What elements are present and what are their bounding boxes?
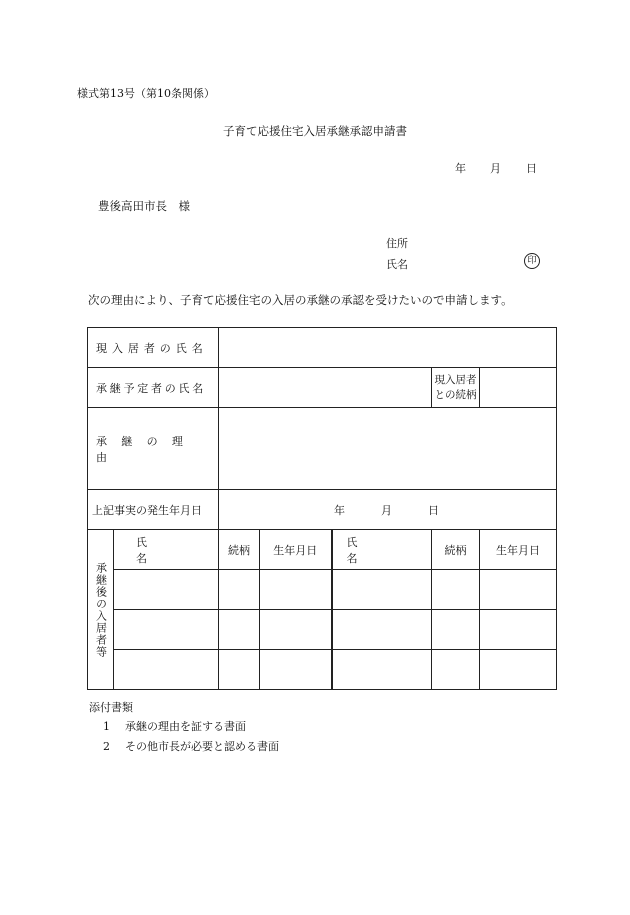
resident-name-cell[interactable] (332, 650, 432, 690)
applicant-name-label: 氏名 (386, 258, 408, 271)
document-title: 子育て応援住宅入居承継承認申請書 (223, 124, 407, 138)
col-name-header: 氏名 (114, 530, 219, 570)
relation-to-current-field[interactable] (480, 368, 557, 408)
intro-text: 次の理由により、子育て応援住宅の入居の承継の承認を受けたいので申請します。 (88, 293, 513, 307)
resident-birthdate-cell[interactable] (480, 650, 557, 690)
attachment-number: 1 (103, 720, 110, 733)
col-birthdate-header-2: 生年月日 (480, 530, 557, 570)
col-name-header-2: 氏名 (332, 530, 432, 570)
current-resident-name-field[interactable] (219, 328, 557, 368)
resident-name-cell[interactable] (114, 650, 219, 690)
date-year: 年 (455, 162, 466, 175)
attachment-item (103, 718, 246, 734)
applicant-address-label: 住所 (386, 237, 408, 250)
col-relation-header: 続柄 (219, 530, 260, 570)
event-date-label: 上記事実の発生年月日 (88, 490, 219, 530)
col-relation-header-2: 続柄 (432, 530, 480, 570)
resident-birthdate-cell[interactable] (260, 610, 332, 650)
addressee: 豊後高田市長 様 (98, 199, 190, 213)
attachment-text: その他市長が必要と認める書面 (125, 740, 279, 753)
reason-label: 承継の理由 (88, 408, 219, 490)
resident-row (88, 610, 557, 650)
resident-relation-cell[interactable] (219, 650, 260, 690)
resident-name-cell[interactable] (114, 570, 219, 610)
attachment-number: 2 (103, 740, 110, 753)
resident-row (88, 570, 557, 610)
reason-field[interactable] (219, 408, 557, 490)
form-number: 様式第13号（第10条関係） (77, 87, 215, 100)
residents-after-label: 承継後の入居者等 (88, 530, 114, 690)
resident-relation-cell[interactable] (432, 650, 480, 690)
attachment-item (103, 738, 279, 754)
resident-name-cell[interactable] (332, 610, 432, 650)
resident-name-cell[interactable] (332, 570, 432, 610)
current-resident-name-label: 現入居者の氏名 (88, 328, 219, 368)
resident-birthdate-cell[interactable] (480, 610, 557, 650)
resident-relation-cell[interactable] (219, 610, 260, 650)
application-table (87, 327, 557, 690)
resident-row (88, 650, 557, 690)
resident-birthdate-cell[interactable] (260, 650, 332, 690)
resident-birthdate-cell[interactable] (260, 570, 332, 610)
resident-relation-cell[interactable] (219, 570, 260, 610)
resident-name-cell[interactable] (114, 610, 219, 650)
date-month: 月 (490, 162, 501, 175)
application-date (455, 160, 537, 176)
event-date-year: 年 (334, 503, 345, 517)
event-date-day: 日 (428, 503, 439, 517)
resident-relation-cell[interactable] (432, 610, 480, 650)
event-date-field[interactable] (219, 490, 557, 530)
date-day: 日 (526, 162, 537, 175)
event-date-month: 月 (381, 503, 392, 517)
resident-relation-cell[interactable] (432, 570, 480, 610)
successor-name-field[interactable] (219, 368, 432, 408)
resident-birthdate-cell[interactable] (480, 570, 557, 610)
successor-name-label: 承継予定者の氏名 (88, 368, 219, 408)
seal-mark: 印 (524, 253, 540, 269)
attachment-text: 承継の理由を証する書面 (125, 720, 246, 733)
relation-to-current-label: 現入居者 との続柄 (432, 368, 480, 408)
col-birthdate-header: 生年月日 (260, 530, 332, 570)
attachments-heading: 添付書類 (89, 701, 133, 714)
